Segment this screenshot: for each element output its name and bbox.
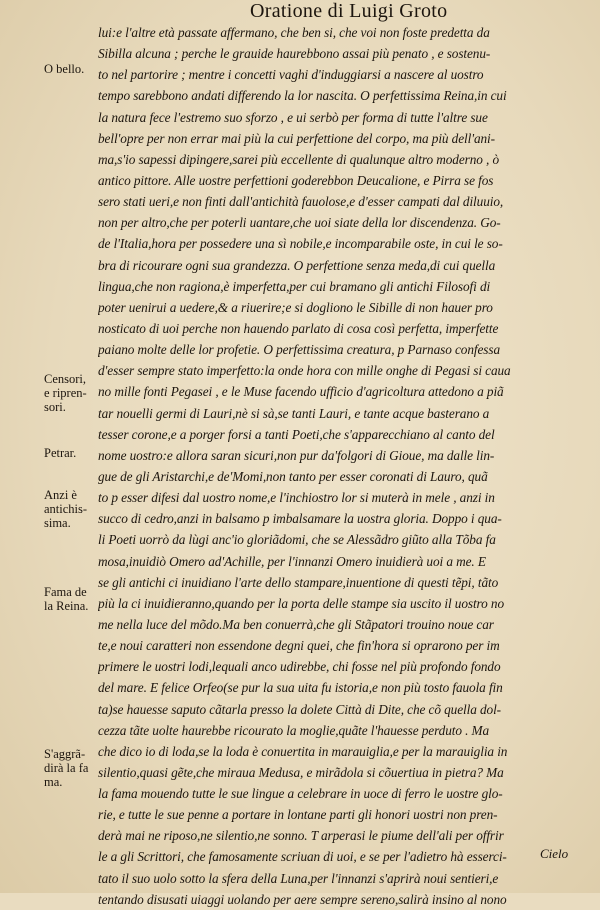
text-line: rie, e tutte le sue penne a portare in lontane parti gli honori uostri non pren- <box>98 807 498 823</box>
text-line: mosa,inuidiò Omero ad'Achille, per l'innanzi Omero inuidierà uoi a me. E <box>98 553 486 569</box>
text-line: me nella luce del mõdo.Ma ben conuerrà,che gli Stãpatori trouino noue car <box>98 616 494 632</box>
text-line: succo di cedro,anzi in balsamo p imbalsamare la uostra gloria. Doppo i qua- <box>98 511 502 527</box>
body-text <box>98 22 592 910</box>
text-line: tar nouelli germi di Lauri,nè si sà,se tanti Lauri, e tante acque basterano a <box>98 405 490 421</box>
text-line: ma,s'io sapessi dipingere,sarei più eccellente di qualunque altro moderno , ò <box>98 151 500 167</box>
text-line: antico pittore. Alle uostre perfettioni goderebbon Deucalione, e Pirra se fos <box>98 172 494 188</box>
margin-note-censori: Censori, e ripren- sori. <box>44 372 87 414</box>
margin-note-anzi: Anzi è antichis- sima. <box>44 488 88 530</box>
text-line: la fama mouendo tutte le sue lingue a celebrare in uoce di ferro le uostre glo- <box>98 786 503 802</box>
text-line: te,e noui caratteri non essendone degni quei, che fin'hora si oprarono per im <box>98 638 500 654</box>
text-line: nome uostro:e allora saran sicuri,non pur da'folgori di Gioue, ma dalle lin- <box>98 447 495 463</box>
text-line: primere le uostri lodi,lequali anco udirebbe, chi fosse nel più profondo fondo <box>98 659 501 675</box>
margin-note-petrar: Petrar. <box>44 446 77 460</box>
text-line: la natura fece l'estremo suo sforzo , e ui serbò per forma di tutte l'altre sue <box>98 109 488 125</box>
text-line: del mare. E felice Orfeo(se pur la sua uita fu istoria,e non più tosto fauola fin <box>98 680 503 696</box>
text-line: che dico io di loda,se la loda è conuertita in marauiglia,e per la marauiglia in <box>98 743 508 759</box>
text-line: d'esser sempre stato imperfetto:la onde hora con mille onghe di Pegasi si caua <box>98 363 511 379</box>
text-line: silentio,quasi gẽte,che miraua Medusa, e mirãdola si cõuertiua in pietra? Ma <box>98 764 504 780</box>
catchword: Cielo <box>540 846 569 861</box>
text-line: sero stati ueri,e non finti dall'antichità fauolose,e d'esser campati dal diluuio, <box>98 194 504 210</box>
text-line: derà mai ne riposo,ne silentio,ne sonno. T arperasi le piume dell'ali per offrir <box>98 828 504 844</box>
text-line: no mille fonti Pegasei , e le Muse facendo ufficio d'agricoltura attedono a piã <box>98 384 504 400</box>
text-line: to nel partorire ; mentre i concetti vaghi d'induggiarsi a nascere al uostro <box>98 67 484 83</box>
text-line: poter uenirui a uedere,& a riuerire;e si dogliono le Sibille di non hauer pro <box>98 299 493 315</box>
text-line: tato il suo uolo sotto la sfera della Luna,per l'innanzi s'aprirà noui sentieri,e <box>98 870 499 886</box>
text-line: se gli antichi ci inuidiano l'arte dello stampare,inuentione di questi tẽpi, tãto <box>98 574 499 590</box>
text-line: tempo sarebbono andati differendo la lor nascita. O perfettissima Reina,in cui <box>98 88 507 104</box>
text-line: le a gli Scrittori, che famosamente scriuan di uoi, e se per l'adietro hà esserci- <box>98 849 507 865</box>
text-line: lingua,che non ragiona,è imperfetta,per cui bramano gli antichi Filosofi di <box>98 278 491 294</box>
text-line: tesser corone,e a porger forsi a tanti Poeti,che s'apparecchiano al canto del <box>98 426 495 442</box>
margin-note-aggrandira: S'aggrã- dirà la fa ma. <box>44 747 89 789</box>
text-line: ta)se hauesse saputo cãtarla presso la dolete Città di Dite, che cõ quella dol- <box>98 701 502 717</box>
margin-note-o-bello: O bello. <box>44 62 85 76</box>
text-line: Sibilla alcuna ; perche le grauide haurebbono assai più penato , e sostenu- <box>98 46 491 62</box>
text-line: non per altro,che per poterli uantare,che uoi siate della lor discendenza. Go- <box>98 215 501 231</box>
text-line: li Poeti uorrò da lùgi anc'io gloriãdomi, che se Alessãdro giũto alla Tõba fa <box>98 532 496 548</box>
text-line: bra di ricourare ogni sua grandezza. O perfettione senza meda,di cui quella <box>98 257 496 273</box>
running-head: Oratione di Luigi Groto <box>250 0 448 22</box>
text-line: bell'opre per non errar mai più la cui perfettione del corpo, ma più dell'ani- <box>98 130 495 146</box>
text-line: tentando disusati uiaggi uolando per aere sempre sereno,salirà insino al nono <box>98 891 507 907</box>
margin-note-fama: Fama de la Reina. <box>44 585 89 613</box>
text-line: nosticato di uoi perche non hauendo parlato di cosa così perfetta, imperfette <box>98 320 499 336</box>
text-line: lui:e l'altre età passate affermano, che ben si, che voi non foste predetta da <box>98 25 490 40</box>
text-line: to p esser difesi dal uostro nome,e l'inchiostro lor si muterà in mele , anzi in <box>98 490 495 506</box>
text-line: paiano molte delle lor profetie. O perfettissima creatura, p Parnaso confessa <box>98 342 500 358</box>
text-line: cezza tãte uolte haurebbe ricourato la moglie,quãte l'hauesse perduto . Ma <box>98 722 490 738</box>
text-line: de l'Italia,hora per possedere una sì nobile,e incomparabile oste, in cui le so- <box>98 236 503 252</box>
text-line: gue de gli Aristarchi,e de'Momi,non tanto per esser coronati di Lauro, quã <box>98 468 488 484</box>
text-line: più la ci inuidieranno,quando per la porta delle stampe sia uscito il uostro no <box>98 595 505 611</box>
